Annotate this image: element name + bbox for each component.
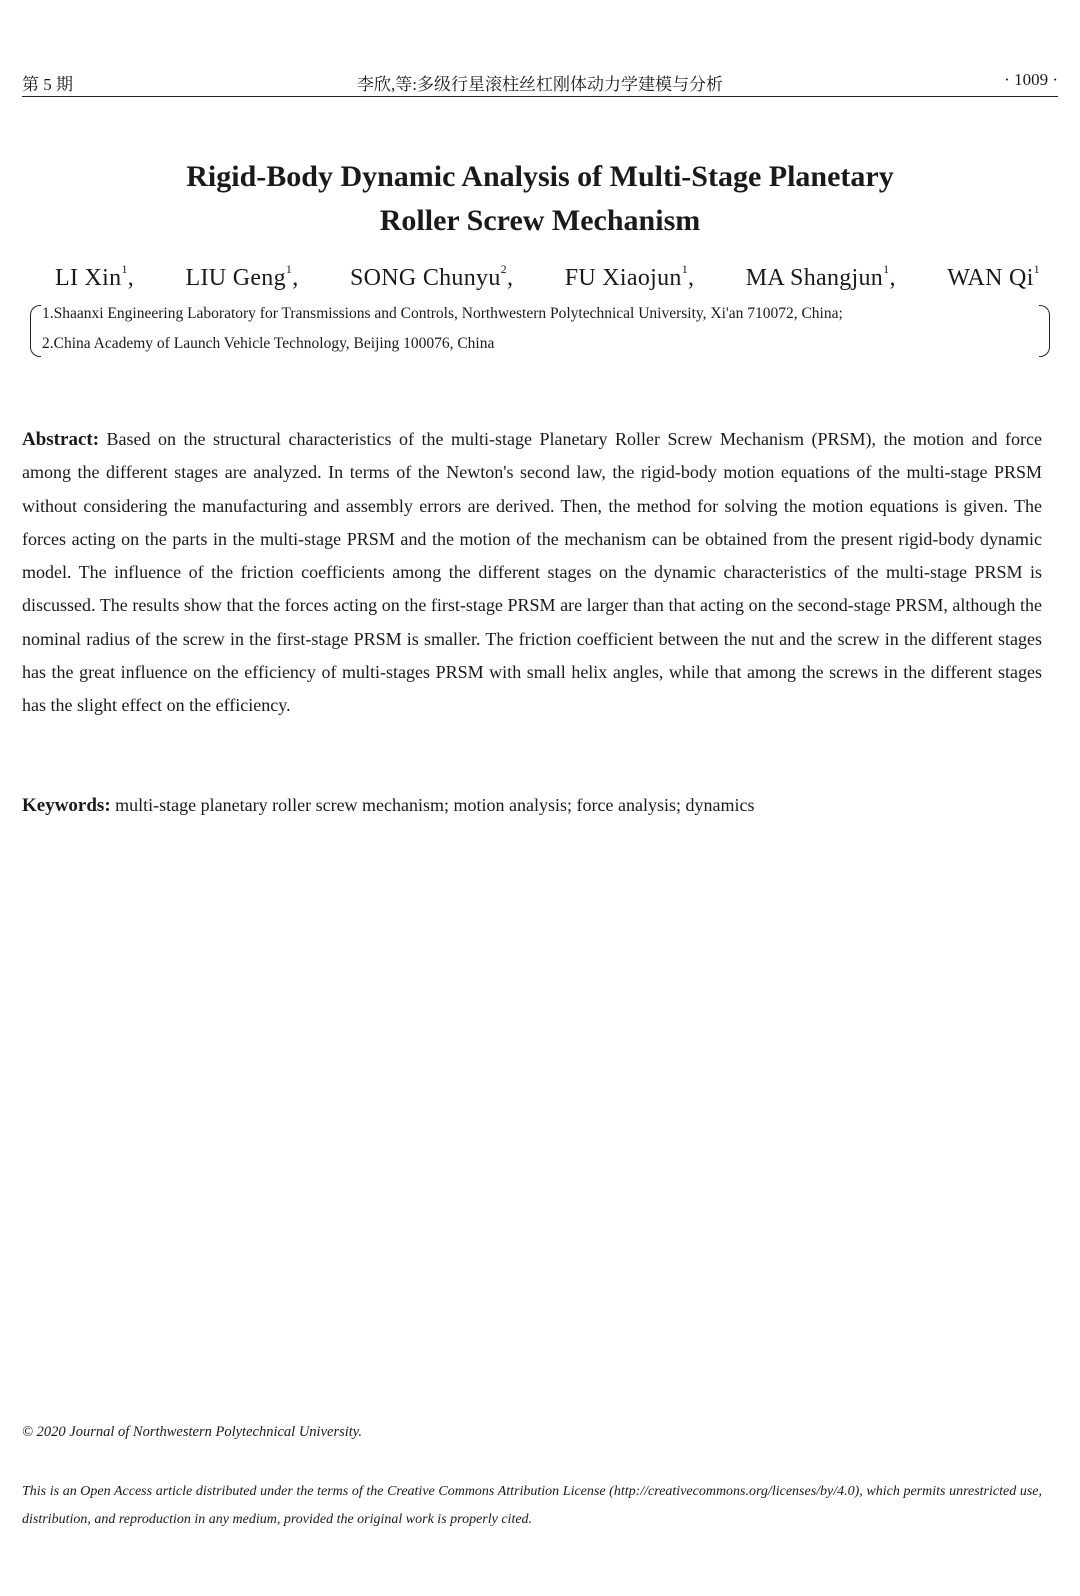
author (55, 262, 134, 292)
license-notice: This is an Open Access article distributed under the terms of the Creative Commons Attribution License (http://creativecommons.org/licenses/by/4.0), which permits unrestricted use, distribution, and reproduction in any medium, provided the original work is properly cited. (22, 1484, 1042, 1527)
author-affil-sup: 1 (681, 262, 689, 276)
running-title: 李欣,等:多级行星滚柱丝杠刚体动力学建模与分析 (357, 75, 723, 94)
author-separator: , (688, 265, 695, 291)
author-affil-sup: 2 (500, 262, 507, 276)
author-affil-sup: 1 (121, 262, 128, 276)
keywords (22, 789, 1042, 822)
abstract-label: Abstract: (22, 429, 100, 450)
title-line-1: Rigid-Body Dynamic Analysis of Multi-Stage Planetary (186, 160, 894, 193)
author (746, 262, 896, 292)
left-brace (30, 305, 41, 357)
paper-title (0, 155, 1080, 243)
author (186, 262, 299, 292)
copyright-notice: © 2020 Journal of Northwestern Polytechnical University. (22, 1424, 363, 1440)
author (565, 262, 695, 292)
author-list (55, 262, 1040, 292)
author-name: WAN Qi (947, 265, 1034, 291)
author-separator: , (889, 265, 896, 291)
author-affil-sup: 1 (1033, 262, 1040, 276)
abstract (22, 423, 1042, 723)
right-brace (1039, 305, 1050, 357)
author (350, 262, 513, 292)
author-separator: , (506, 265, 514, 291)
affiliation-2: 2.China Academy of Launch Vehicle Technology, Beijing 100076, China (42, 335, 495, 352)
author-name: MA Shangjun (745, 265, 884, 291)
author-separator: , (127, 265, 135, 291)
author-affil-sup: 1 (883, 262, 890, 276)
keywords-text: multi-stage planetary roller screw mechanism; motion analysis; force analysis; dynamics (115, 795, 755, 815)
author-affil-sup: 1 (285, 262, 293, 276)
author (947, 262, 1040, 292)
author-name: LI Xin (55, 265, 122, 291)
running-header (22, 68, 1058, 97)
author-name: FU Xiaojun (564, 265, 682, 291)
abstract-text: Based on the structural characteristics of the multi-stage Planetary Roller Screw Mechanism (PRSM), the motion and force among the different stages are analyzed. In terms of the Newton's second law, the rigid-body motion equations of the multi-stage PRSM without considering the manufacturing and assembly errors are derived. Then, the method for solving the motion equations is given. The forces acting on the parts in the multi-stage PRSM and the motion of the mechanism can be obtained from the present rigid-body dynamic model. The influence of the friction coefficients among the different stages on the dynamic characteristics of the multi-stage PRSM is discussed. The results show that the forces acting on the first-stage PRSM are larger than that acting on the second-stage PRSM, although the nominal radius of the screw in the first-stage PRSM is smaller. The friction coefficient between the nut and the screw in the different stages has the great influence on the efficiency of multi-stages PRSM with small helix angles, while that among the screws in the different stages has the slight effect on the efficiency. (22, 429, 1042, 716)
author-separator: , (292, 265, 299, 291)
author-name: SONG Chunyu (349, 265, 501, 291)
affiliations (30, 305, 1050, 361)
author-name: LIU Geng (185, 265, 286, 291)
affiliation-1: 1.Shaanxi Engineering Laboratory for Transmissions and Controls, Northwestern Polytechnical University, Xi'an 710072, China; (42, 305, 843, 322)
title-line-2: Roller Screw Mechanism (379, 204, 701, 237)
issue-label: 第 5 期 (22, 75, 73, 94)
keywords-label: Keywords: (22, 795, 111, 816)
page-number: · 1009 · (1004, 70, 1058, 89)
